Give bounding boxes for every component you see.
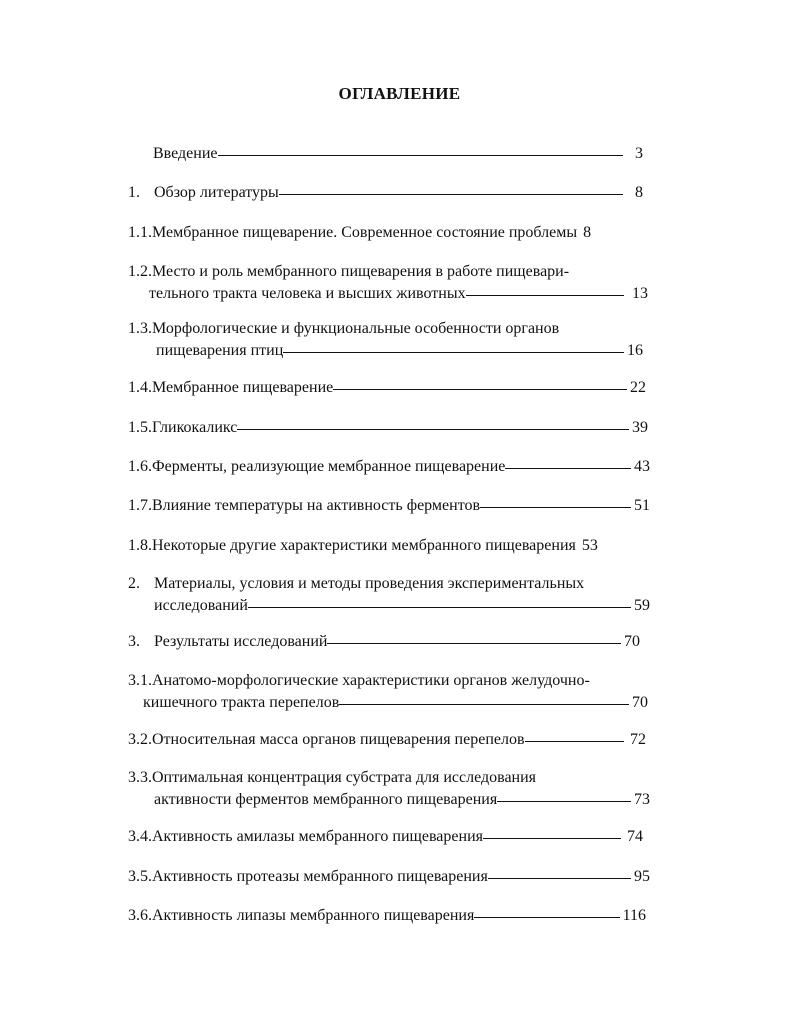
leader-line xyxy=(466,294,624,296)
toc-entry xyxy=(128,767,650,811)
toc-entry-text: Мембранное пищеварение. Современное состояние проблемы xyxy=(152,224,578,241)
toc-entry xyxy=(128,631,640,653)
toc-entry-text: Обзор литературы xyxy=(154,184,279,201)
toc-entry-number: 3.6. xyxy=(128,907,152,924)
toc-entry xyxy=(128,222,643,244)
toc-entry-text: Оптимальная концентрация субстрата для исследования xyxy=(152,769,537,786)
toc-entry-text: Результаты исследований xyxy=(154,633,328,650)
toc-entry-number: 3.4. xyxy=(128,828,152,845)
toc-entry-text: Относительная масса органов пищеварения перепелов xyxy=(152,731,525,748)
toc-entry-number: 1.5. xyxy=(128,419,152,436)
toc-entry-number: 1.6. xyxy=(128,458,152,475)
toc-entry-text: Материалы, условия и методы проведения экспериментальных xyxy=(154,575,585,592)
toc-entry-text: Активность амилазы мембранного пищеварения xyxy=(152,828,483,845)
toc-entry-number: 1.7. xyxy=(128,497,152,514)
toc-entry-number: 2. xyxy=(128,575,140,592)
toc-page-number: 43 xyxy=(634,458,650,475)
toc-entry xyxy=(128,377,646,399)
toc-entry-number: 3.5. xyxy=(128,868,152,885)
toc-entry-text: Активность липазы мембранного пищеварения xyxy=(152,907,475,924)
leader-line xyxy=(333,388,627,390)
page-title: ОГЛАВЛЕНИЕ xyxy=(338,84,461,103)
toc-entry-number: 3.2. xyxy=(128,731,152,748)
toc-entry xyxy=(128,318,643,362)
toc-page-number: 51 xyxy=(634,497,650,514)
leader-line xyxy=(497,800,631,802)
toc-page-number: 22 xyxy=(630,379,646,396)
toc-entry xyxy=(128,670,648,714)
toc-entry-text-continued: активности ферментов мембранного пищеварения xyxy=(154,791,498,808)
toc-entry-number: 1.8. xyxy=(128,537,152,554)
toc-entry xyxy=(153,143,643,165)
toc-page-number: 13 xyxy=(632,285,648,302)
leader-line xyxy=(283,351,624,353)
toc-entry-number: 1.1. xyxy=(128,224,152,241)
toc-page-number: 39 xyxy=(632,419,648,436)
toc-page-number: 70 xyxy=(632,694,648,711)
toc-entry xyxy=(128,456,650,478)
leader-line xyxy=(525,740,624,742)
toc-page-number: 3 xyxy=(635,145,643,162)
toc-entry-text-continued: пищеварения птиц xyxy=(156,342,284,359)
leader-line xyxy=(505,467,631,469)
leader-line xyxy=(339,703,629,705)
toc-page-number: 53 xyxy=(581,537,598,554)
leader-line xyxy=(327,642,621,644)
toc-entry-text: Введение xyxy=(153,145,218,162)
leader-line xyxy=(248,606,631,608)
toc-entry-text-continued: кишечного тракта перепелов xyxy=(143,694,340,711)
toc-entry-number: 1. xyxy=(128,184,140,201)
toc-entry-text: Гликокаликс xyxy=(152,419,238,436)
leader-line xyxy=(483,837,621,839)
toc-entry-text: Влияние температуры на активность ферментов xyxy=(152,497,481,514)
toc-entry-number: 3. xyxy=(128,633,140,650)
toc-page-number: 73 xyxy=(634,791,650,808)
toc-entry-number: 3.1. xyxy=(128,672,152,689)
leader-line xyxy=(474,916,619,918)
toc-entry-text: Ферменты, реализующие мембранное пищеварение xyxy=(152,458,506,475)
toc-entry-text: Некоторые другие характеристики мембранного пищеварения xyxy=(152,537,576,554)
toc-entry-text: Анатомо-морфологические характеристики органов желудочно- xyxy=(152,672,590,689)
toc-page-number: 116 xyxy=(622,907,646,924)
toc-entry xyxy=(128,417,648,439)
toc-entry-text-continued: исследований xyxy=(154,597,248,614)
toc-page-number: 8 xyxy=(635,184,643,201)
toc-page-number: 59 xyxy=(634,597,650,614)
toc-page-number: 72 xyxy=(630,731,646,748)
leader-line xyxy=(279,193,623,195)
leader-line xyxy=(480,506,631,508)
leader-line xyxy=(488,877,631,879)
toc-entry xyxy=(128,905,646,927)
leader-line xyxy=(218,154,624,156)
toc-entry-number: 1.4. xyxy=(128,379,152,396)
toc-entry xyxy=(128,729,646,751)
toc-page-number: 70 xyxy=(624,633,640,650)
toc-entry-number: 3.3. xyxy=(128,769,152,786)
toc-page-number: 95 xyxy=(634,868,650,885)
toc-entry xyxy=(128,261,648,305)
toc-page-number: 8 xyxy=(583,224,592,241)
leader-line xyxy=(237,428,629,430)
toc-page-number: 16 xyxy=(627,342,643,359)
toc-entry-text: Место и роль мембранного пищеварения в работе пищевари- xyxy=(152,263,570,280)
toc-entry-text: Мембранное пищеварение xyxy=(152,379,334,396)
toc-entry xyxy=(128,182,643,204)
toc-entry-text: Морфологические и функциональные особенности органов xyxy=(152,320,560,337)
toc-page-number: 74 xyxy=(627,828,643,845)
toc-entry-number: 1.2. xyxy=(128,263,152,280)
toc-entry xyxy=(128,535,653,557)
toc-entry xyxy=(128,573,650,617)
toc-entry xyxy=(128,826,643,848)
toc-entry xyxy=(128,495,650,517)
toc-entry-text: Активность протеазы мембранного пищеварения xyxy=(152,868,488,885)
toc-entry xyxy=(128,866,650,888)
toc-entry-text-continued: тельного тракта человека и высших животных xyxy=(149,285,466,302)
toc-entry-number: 1.3. xyxy=(128,320,152,337)
